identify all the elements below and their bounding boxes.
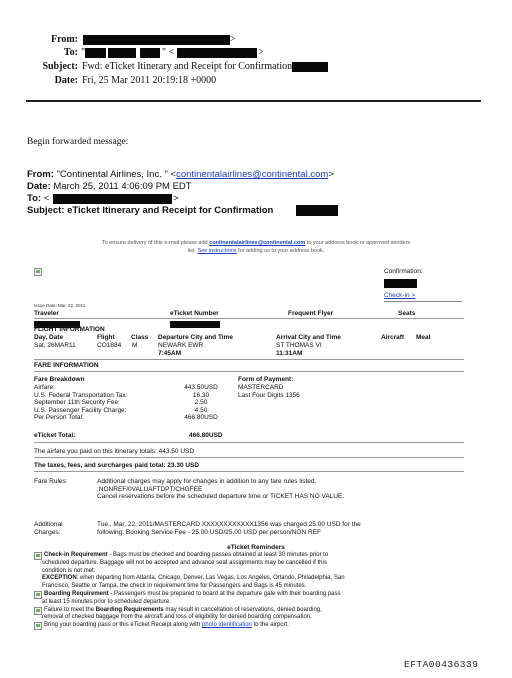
bring-text: to the airport.: [251, 622, 289, 629]
fwd-from-line: [27, 169, 334, 180]
fare-row-value: 466.80USD: [184, 414, 218, 422]
flight-col-flight: Flight: [97, 334, 115, 341]
fare-row-label: U.S. Federal Transportation Tax:: [34, 391, 128, 399]
fare-breakdown-title: Fare Breakdown: [34, 376, 85, 383]
airfare-rule: [34, 457, 464, 458]
notice-text: To ensure delivery of this e-mail please add: [101, 240, 208, 246]
taxes-rule: [34, 471, 464, 472]
fwd-from-close: >: [328, 169, 334, 180]
col-traveler: Traveler: [34, 310, 59, 317]
exception-title: EXCEPTION: [42, 575, 77, 582]
fwd-subject-line: [27, 205, 273, 216]
fare-row-value: 4.50: [194, 406, 208, 414]
checkin-underline-rule: [384, 301, 462, 302]
delivery-notice: [0, 239, 512, 255]
additional-line: Tue., Mar. 22, 2011/MASTERCARD XXXXXXXXXXXX1356 was charged 25.00 USD for the: [97, 521, 361, 528]
checkin-requirement: [34, 552, 484, 560]
bring-boarding-pass: [34, 622, 484, 630]
checkin-requirement-text: - Bags must be checked and boarding passes obtained at least 30 minutes prior to: [107, 552, 329, 558]
redaction: [140, 48, 160, 58]
additional-charges-label: [34, 521, 63, 536]
exception-text: : when departing from Atlanta, Chicago, Denver, Las Vegas, Los Angeles, Orlando, Philadelphia, San: [76, 575, 345, 582]
flight-col-day: Day, Date: [34, 334, 64, 341]
exception-text: Francisco, Seattle or Tampa, the check in requirement time for Passengers and Bags is 45 minutes.: [42, 583, 307, 590]
fare-rules-line: Cancel reservations before the scheduled departure time or TICKET HAS NO VALUE.: [97, 493, 345, 501]
fare-rules-line: Additional charges may apply for changes in addition to any fare rules listed.: [97, 478, 317, 485]
fwd-from-name: "Continental Airlines, Inc. " <: [56, 169, 177, 180]
redaction: [83, 35, 230, 45]
boarding-requirement-title: Boarding Requirement: [44, 590, 109, 597]
date-value: Fri, 25 Mar 2011 20:19:18 +0000: [82, 75, 217, 86]
additional-line: following: Booking Service Fee - 25.00 USD/25.00 USD per person/NON REF: [97, 528, 321, 536]
to-suffix: " <: [162, 47, 175, 58]
payment-digits: Last Four Digits 1356: [238, 392, 300, 399]
additional-label-line: Charges:: [34, 528, 61, 536]
broken-image-icon: [34, 591, 42, 599]
redaction: [108, 48, 136, 58]
fwd-to-open: <: [43, 193, 50, 204]
fwd-date-line: [27, 181, 192, 192]
date-label: Date:: [54, 75, 78, 86]
col-seats: Seats: [398, 310, 416, 317]
boarding-requirement-text: - Passengers must be prepared to board at the departure gate with their boarding pass: [108, 590, 341, 597]
reminders-title: eTicket Reminders: [227, 544, 285, 551]
reminders-body: [34, 552, 484, 630]
departure-city: NEWARK EWR: [158, 342, 204, 349]
flight-number: CO1884: [97, 342, 122, 349]
fwd-to-label: To:: [27, 193, 42, 204]
fare-rules-line: ;NONREF/0VALUAFTDPT/CHGFEE: [97, 485, 203, 493]
redaction: [170, 321, 220, 328]
flight-col-meal: Meal: [416, 334, 431, 341]
to-label: To:: [63, 47, 78, 58]
checkin-requirement-text: scheduled departure. Baggage will not be accepted and advance seat assignments may be cancelled if this: [42, 559, 327, 566]
begin-forwarded: Begin forwarded message:: [27, 137, 129, 147]
flight-class: M: [132, 342, 138, 349]
flight-col-class: Class: [131, 334, 149, 341]
checkin-requirement-text: condition is not met.: [42, 567, 96, 574]
exception-note: [34, 575, 484, 583]
boarding-requirement-text: at least 15 minutes prior to scheduled departure.: [42, 598, 171, 605]
fwd-to-close: >: [173, 193, 179, 204]
fare-row-label: Per Person Total:: [34, 414, 84, 422]
fwd-date-label: Date:: [27, 181, 51, 192]
flight-section-title: FLIGHT INFORMATION: [34, 326, 105, 333]
arrival-city: ST THOMAS VI: [276, 342, 322, 349]
eticket-total-value: 466.80USD: [189, 432, 223, 439]
fare-row-label: September 11th Security Fee:: [34, 399, 120, 407]
photo-identification-link[interactable]: photo identification: [201, 622, 252, 629]
fare-row-label: U.S. Passenger Facility Charge:: [34, 406, 127, 414]
additional-charges-text: [97, 521, 361, 536]
bring-text: Bring your boarding pass or this eTicket Receipt along with: [44, 622, 202, 629]
redaction: [296, 205, 338, 216]
fare-rules-label: Fare Rules:: [34, 478, 68, 485]
fare-rules-text: [97, 478, 344, 501]
fwd-subject-value: eTicket Itinerary and Receipt for Confirmation: [67, 205, 274, 216]
document-id: EFTA00436339: [404, 659, 479, 670]
from-gt: >: [230, 34, 236, 45]
broken-image-icon: [34, 268, 42, 276]
notice-text: for adding us to your address book.: [238, 248, 325, 254]
traveler-rule: [34, 318, 464, 319]
redaction: [292, 62, 328, 72]
redaction: [177, 48, 257, 58]
fare-row-value: 16.30: [192, 391, 210, 399]
flight-col-arrival: Arrival City and Time: [276, 334, 341, 341]
fare-row-value: 443.50USD: [184, 384, 218, 391]
confirmation-label: Confirmation:: [384, 268, 423, 275]
col-ffl: Frequent Flyer: [288, 310, 334, 317]
flight-rule: [34, 359, 464, 360]
fare-breakdown-values: [170, 384, 232, 422]
broken-image-icon: [34, 607, 42, 615]
checkin-requirement-title: Check-in Requirement: [44, 552, 108, 558]
fwd-subject-label: Subject:: [27, 205, 65, 216]
fwd-from-label: From:: [27, 169, 54, 180]
failure-text: removal of checked baggage from the aircraft and loss of eligibility for denied boarding compensation.: [42, 614, 312, 621]
subject-label: Subject:: [42, 61, 78, 72]
airfare-paid: The airfare you paid on this itinerary totals: 443.50 USD: [34, 448, 195, 455]
payment-card: MASTERCARD: [238, 384, 284, 391]
flight-col-departure: Departure City and Time: [158, 334, 234, 341]
header-divider: [26, 100, 481, 102]
fwd-date-value: March 25, 2011 4:06:09 PM EDT: [53, 181, 192, 192]
redaction: [85, 48, 106, 58]
failure-bold: Boarding Requirements: [95, 606, 164, 613]
col-eticket: eTicket Number: [170, 310, 219, 317]
fare-row-value: 2.50: [194, 399, 208, 407]
broken-image-icon: [34, 622, 42, 630]
redaction: [53, 194, 172, 204]
failure-text: Failure to meet the: [44, 606, 96, 613]
eticket-total-label: eTicket Total:: [34, 432, 76, 439]
notice-email-link[interactable]: continentalairlines@continental.com: [209, 240, 306, 246]
arrival-time: 11:31AM: [276, 350, 303, 357]
additional-label-line: Additional: [34, 521, 63, 528]
failure-note: [34, 607, 484, 615]
to-gt: >: [258, 47, 264, 58]
fare-section-title: FARE INFORMATION: [34, 362, 99, 369]
departure-time: 7:45AM: [158, 350, 182, 357]
failure-text: may result in cancellation of reservations, denied boarding,: [163, 606, 322, 613]
issue-date: Issue Date: Mar. 22, 2011: [34, 303, 86, 308]
fare-row-label: Airfare:: [34, 384, 55, 391]
see-instructions-link[interactable]: See instructions: [197, 248, 237, 254]
subject-value: Fwd: eTicket Itinerary and Receipt for Confirmation: [82, 61, 293, 72]
broken-image-icon: [34, 552, 42, 560]
taxes-paid: The taxes, fees, and surcharges paid total: 23.30 USD: [34, 462, 200, 469]
flight-day: Sat, 26MAR11: [34, 342, 76, 349]
redaction: [384, 279, 417, 288]
email-header: [0, 34, 512, 96]
fwd-from-email-link[interactable]: continentalairlines@continental.com: [176, 169, 329, 180]
fwd-to-line: [27, 193, 49, 204]
fare-rule: [34, 371, 464, 372]
boarding-requirement: [34, 591, 484, 599]
payment-label: Form of Payment:: [238, 376, 294, 383]
from-label: From:: [50, 34, 78, 45]
total-rule: [34, 442, 464, 443]
notice-text: list.: [187, 248, 196, 254]
notice-text: to your address book or approved senders: [306, 240, 411, 246]
fare-breakdown-labels: [34, 384, 127, 422]
to-quote: ": [81, 47, 86, 58]
flight-col-aircraft: Aircraft: [381, 334, 405, 341]
check-in-link[interactable]: Check-in >: [384, 292, 416, 299]
